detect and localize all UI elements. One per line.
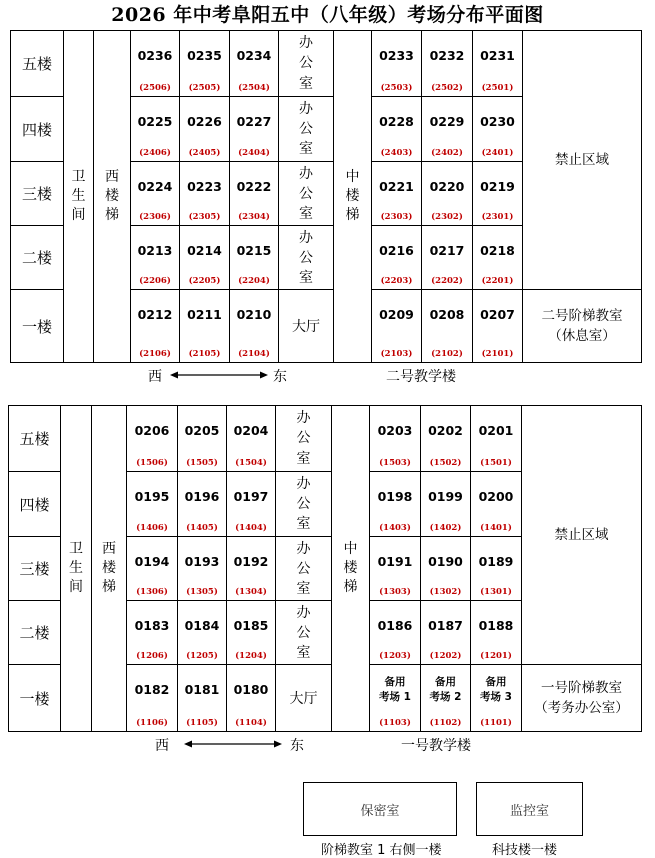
office-char: 室 [296, 450, 311, 467]
room-code: (1106) [136, 718, 168, 728]
room-number: 0206 [134, 423, 170, 438]
forbidden-zone-text: 禁止区域 [555, 152, 609, 168]
office-char: 办 [296, 475, 311, 492]
exam-room [130, 161, 179, 225]
exam-room [369, 406, 420, 471]
room-number: 0184 [184, 618, 220, 633]
room-code: (2402) [431, 148, 463, 158]
floor-label [9, 471, 60, 536]
exam-room [472, 289, 522, 362]
exam-room [470, 664, 521, 731]
exam-room [229, 96, 278, 161]
room-code: (1302) [429, 587, 462, 597]
west-stairs-char: 楼 [105, 188, 119, 204]
exam-room [421, 225, 472, 289]
floor-label [11, 289, 63, 362]
exam-room [179, 96, 229, 161]
room-number: 0210 [236, 307, 272, 322]
middle-stairs-char: 楼 [345, 188, 360, 204]
room-number: 0198 [377, 489, 413, 504]
room-number: 0188 [478, 618, 514, 633]
room-number: 0226 [187, 114, 222, 129]
office-char: 办 [299, 229, 313, 246]
floor-label-text: 三楼 [21, 185, 52, 203]
office-char: 办 [296, 604, 311, 621]
exam-room [130, 96, 179, 161]
room-number: 0196 [184, 489, 220, 504]
room-number: 0223 [187, 179, 222, 194]
monitor-room: 监控室 [476, 782, 583, 836]
room-number: 0190 [428, 554, 463, 569]
exam-room [472, 161, 522, 225]
exam-room [177, 664, 226, 731]
room-code: (2405) [188, 148, 221, 158]
exam-room [472, 31, 522, 96]
security-room-caption: 阶梯教室 1 右侧一楼 [321, 843, 442, 858]
office-char: 公 [296, 560, 311, 577]
west-east-arrow [170, 370, 268, 380]
exam-room [229, 289, 278, 362]
room-number: 0216 [379, 243, 414, 258]
room-number: 0235 [187, 48, 222, 63]
room-number: 0200 [478, 489, 514, 504]
room-number: 0222 [236, 179, 272, 194]
office [275, 406, 331, 471]
floor-label-text: 四楼 [21, 120, 52, 139]
room-code: (2305) [188, 212, 221, 222]
restroom-char: 生 [71, 188, 86, 204]
room-code: (2105) [188, 349, 221, 359]
room-number: 0212 [137, 307, 173, 322]
room-code: (2206) [139, 276, 171, 286]
room-number: 0234 [236, 48, 272, 63]
room-code: (1306) [136, 587, 168, 597]
room-code: (2304) [238, 212, 270, 222]
exam-room [130, 225, 179, 289]
room-code: (2506) [139, 83, 171, 93]
room-number: 0219 [480, 179, 515, 194]
office [278, 161, 333, 225]
exam-room [126, 536, 177, 600]
restroom-char: 卫 [69, 541, 83, 557]
room-code: (2401) [481, 148, 514, 158]
room-number: 0218 [480, 243, 515, 258]
room-number: 0191 [377, 554, 413, 569]
office-char: 室 [299, 269, 313, 286]
room-code: (2203) [380, 276, 413, 286]
exam-room [177, 406, 226, 471]
exam-room [371, 225, 421, 289]
building-1-floor-plan [8, 405, 642, 732]
page-title: 2026 年中考阜阳五中（八年级）考场分布平面图 [111, 4, 544, 26]
office [275, 600, 331, 664]
room-number: 0217 [429, 243, 465, 258]
west-east-arrow [184, 739, 282, 749]
floor-label [9, 664, 60, 731]
room-number: 备用 考场 2 [429, 676, 462, 703]
room-code: (1501) [480, 458, 512, 468]
room-code: (2404) [238, 148, 270, 158]
room-code: (1103) [379, 718, 411, 728]
floor-label [11, 161, 63, 225]
room-number: 0205 [184, 423, 220, 438]
room-code: (1405) [186, 523, 218, 533]
exam-room [470, 536, 521, 600]
direction-west: 西 [148, 369, 162, 385]
room-code: (1304) [235, 587, 267, 597]
exam-room [126, 664, 177, 731]
lecture-hall-line: 二号阶梯教室 [541, 308, 623, 324]
exam-room [226, 600, 275, 664]
office [275, 536, 331, 600]
exam-room [226, 406, 275, 471]
office-char: 公 [296, 495, 311, 512]
room-number: 0228 [379, 114, 414, 129]
room-number: 0231 [480, 48, 515, 63]
exam-room [126, 600, 177, 664]
exam-room [472, 96, 522, 161]
room-code: (1403) [379, 523, 411, 533]
restroom-char: 卫 [71, 169, 86, 185]
middle-stairs-char: 楼 [343, 560, 358, 576]
room-number: 0233 [379, 48, 414, 63]
forbidden-zone [521, 406, 641, 664]
room-number: 0211 [187, 307, 222, 322]
exam-room [470, 471, 521, 536]
floor-label [11, 225, 63, 289]
room-code: (2201) [481, 276, 514, 286]
office [278, 225, 333, 289]
room-code: (2302) [431, 212, 463, 222]
room-code: (1305) [186, 587, 218, 597]
west-stairs-char: 西 [102, 541, 116, 557]
room-code: (1402) [429, 523, 462, 533]
room-number: 0201 [478, 423, 514, 438]
room-code: (2106) [139, 349, 171, 359]
room-code: (2301) [481, 212, 514, 222]
office-char: 公 [296, 430, 311, 447]
exam-room [229, 225, 278, 289]
restroom [63, 31, 93, 362]
west-stairs-char: 梯 [105, 207, 119, 223]
office-char: 公 [299, 55, 313, 72]
floor-label [11, 96, 63, 161]
forbidden-zone [522, 31, 641, 289]
building-1-name: 一号教学楼 [401, 738, 471, 754]
lecture-hall-line: 一号阶梯教室 [541, 680, 622, 696]
room-code: (2505) [188, 83, 221, 93]
exam-room [177, 600, 226, 664]
exam-room [179, 161, 229, 225]
floor-label-text: 一楼 [21, 317, 52, 336]
exam-room [179, 31, 229, 96]
room-code: (2303) [380, 212, 413, 222]
floor-label-text: 四楼 [19, 495, 50, 514]
direction-east: 东 [290, 738, 304, 754]
floor-label-text: 二楼 [21, 249, 52, 267]
office-char: 办 [296, 410, 311, 427]
exam-room [229, 31, 278, 96]
room-code: (1105) [186, 718, 218, 728]
lobby-text: 大厅 [289, 691, 318, 707]
room-code: (1406) [136, 523, 168, 533]
room-number: 0186 [377, 618, 413, 633]
room-number: 0232 [429, 48, 465, 63]
office-char: 室 [296, 516, 311, 533]
office-char: 办 [296, 540, 311, 557]
middle-stairs-char: 中 [345, 169, 360, 185]
room-number: 0181 [184, 682, 220, 697]
room-number: 0197 [233, 489, 269, 504]
lecture-hall [522, 289, 641, 362]
exam-room [369, 600, 420, 664]
exam-room [179, 225, 229, 289]
room-code: (1404) [235, 523, 267, 533]
room-number: 0224 [137, 179, 173, 194]
floor-label [9, 536, 60, 600]
exam-room [421, 161, 472, 225]
middle-stairs [331, 406, 369, 731]
room-number: 0189 [478, 554, 514, 569]
room-code: (1401) [480, 523, 512, 533]
room-number: 备用 考场 1 [379, 676, 411, 703]
room-code: (2102) [431, 349, 463, 359]
lobby [275, 664, 331, 731]
monitor-room-caption: 科技楼一楼 [492, 843, 558, 858]
exam-room [472, 225, 522, 289]
room-number: 0236 [137, 48, 173, 63]
floor-label-text: 一楼 [19, 689, 50, 708]
restroom-char: 间 [71, 207, 86, 223]
middle-stairs-char: 梯 [345, 207, 360, 223]
room-number: 0187 [428, 618, 463, 633]
room-number: 0214 [187, 243, 222, 258]
building-2-name: 二号教学楼 [386, 369, 456, 385]
exam-room [421, 31, 472, 96]
exam-room [179, 289, 229, 362]
room-code: (2204) [238, 276, 270, 286]
office-char: 办 [299, 165, 313, 182]
office [275, 471, 331, 536]
middle-stairs [333, 31, 371, 362]
floor-label [9, 600, 60, 664]
office-char: 室 [299, 205, 313, 222]
room-code: (2205) [188, 276, 221, 286]
room-number: 0227 [236, 114, 272, 129]
exam-room [226, 536, 275, 600]
exam-room [369, 536, 420, 600]
office-char: 公 [296, 624, 311, 641]
room-number: 备用 考场 3 [480, 676, 512, 703]
room-code: (2306) [139, 212, 171, 222]
exam-room [421, 289, 472, 362]
office-char: 办 [299, 35, 313, 52]
room-number: 0208 [429, 307, 465, 322]
room-code: (1503) [379, 458, 411, 468]
room-number: 0230 [480, 114, 515, 129]
room-code: (2504) [238, 83, 270, 93]
office-char: 公 [299, 120, 313, 137]
room-code: (2503) [380, 83, 413, 93]
office-char: 办 [299, 100, 313, 117]
room-number: 0194 [134, 554, 170, 569]
office-char: 室 [296, 644, 311, 661]
security-room: 保密室 [303, 782, 457, 836]
west-stairs-char: 楼 [102, 560, 116, 576]
room-code: (1301) [480, 587, 512, 597]
office-char: 室 [299, 75, 313, 92]
room-number: 0193 [184, 554, 220, 569]
room-code: (2406) [139, 148, 171, 158]
room-number: 0182 [134, 682, 170, 697]
room-code: (2101) [481, 349, 514, 359]
office-char: 室 [296, 580, 311, 597]
floor-label-text: 三楼 [19, 560, 50, 578]
exam-room [421, 96, 472, 161]
room-number: 0215 [236, 243, 272, 258]
exam-room [371, 161, 421, 225]
room-number: 0209 [379, 307, 414, 322]
room-code: (1204) [235, 651, 267, 661]
room-number: 0207 [480, 307, 515, 322]
exam-room [420, 664, 470, 731]
lobby-text: 大厅 [292, 319, 320, 335]
middle-stairs-char: 梯 [343, 579, 358, 595]
room-code: (2501) [481, 83, 514, 93]
restroom-char: 生 [69, 560, 83, 576]
room-number: 0185 [233, 618, 269, 633]
room-code: (2104) [238, 349, 270, 359]
exam-room [420, 406, 470, 471]
west-stairs [91, 406, 126, 731]
floor-label [11, 31, 63, 96]
room-code: (2202) [431, 276, 463, 286]
room-code: (1504) [235, 458, 267, 468]
room-number: 0199 [428, 489, 463, 504]
direction-west: 西 [155, 738, 169, 754]
exam-room [226, 471, 275, 536]
room-code: (2103) [380, 349, 413, 359]
room-code: (2502) [431, 83, 463, 93]
floor-label-text: 五楼 [21, 55, 52, 73]
exam-room [177, 471, 226, 536]
lecture-hall-line: （考务办公室） [534, 700, 629, 716]
room-code: (1206) [136, 651, 168, 661]
room-number: 0192 [233, 554, 269, 569]
exam-room [470, 600, 521, 664]
exam-room [126, 406, 177, 471]
direction-east: 东 [273, 369, 287, 385]
floor-label-text: 五楼 [19, 430, 50, 448]
exam-room [470, 406, 521, 471]
lobby [278, 289, 333, 362]
restroom-char: 间 [69, 579, 83, 595]
exam-room [420, 536, 470, 600]
room-number: 0221 [379, 179, 414, 194]
exam-room [371, 96, 421, 161]
exam-room [130, 289, 179, 362]
exam-room [371, 289, 421, 362]
room-code: (1506) [136, 458, 168, 468]
lecture-hall-line: （休息室） [548, 328, 616, 344]
west-stairs [93, 31, 130, 362]
room-code: (1502) [429, 458, 462, 468]
exam-room [229, 161, 278, 225]
west-stairs-char: 西 [105, 169, 119, 185]
floor-label-text: 二楼 [19, 624, 50, 642]
building-2-floor-plan [10, 30, 642, 363]
forbidden-zone-text: 禁止区域 [554, 527, 609, 543]
room-code: (1201) [480, 651, 512, 661]
room-number: 0220 [429, 179, 465, 194]
office-char: 公 [299, 185, 313, 202]
room-code: (1205) [186, 651, 218, 661]
office-char: 室 [299, 141, 313, 158]
room-number: 0229 [429, 114, 465, 129]
room-code: (1104) [235, 718, 267, 728]
lecture-hall [521, 664, 641, 731]
exam-room [369, 471, 420, 536]
exam-room [369, 664, 420, 731]
office-char: 公 [299, 249, 313, 266]
room-number: 0195 [134, 489, 170, 504]
room-code: (1303) [379, 587, 411, 597]
room-number: 0213 [137, 243, 173, 258]
floor-label [9, 406, 60, 471]
exam-room [130, 31, 179, 96]
room-code: (1101) [480, 718, 512, 728]
room-number: 0225 [137, 114, 173, 129]
room-code: (2403) [380, 148, 413, 158]
room-number: 0204 [233, 423, 269, 438]
room-code: (1505) [186, 458, 218, 468]
exam-room [226, 664, 275, 731]
office [278, 31, 333, 96]
room-number: 0183 [134, 618, 170, 633]
restroom [60, 406, 91, 731]
room-number: 0180 [233, 682, 269, 697]
middle-stairs-char: 中 [343, 541, 358, 557]
room-number: 0202 [428, 423, 463, 438]
exam-room [177, 536, 226, 600]
room-code: (1203) [379, 651, 411, 661]
room-number: 0203 [377, 423, 413, 438]
exam-room [420, 600, 470, 664]
west-stairs-char: 梯 [102, 579, 116, 595]
room-code: (1202) [429, 651, 462, 661]
exam-room [371, 31, 421, 96]
exam-room [126, 471, 177, 536]
office [278, 96, 333, 161]
exam-room [420, 471, 470, 536]
room-code: (1102) [429, 718, 462, 728]
